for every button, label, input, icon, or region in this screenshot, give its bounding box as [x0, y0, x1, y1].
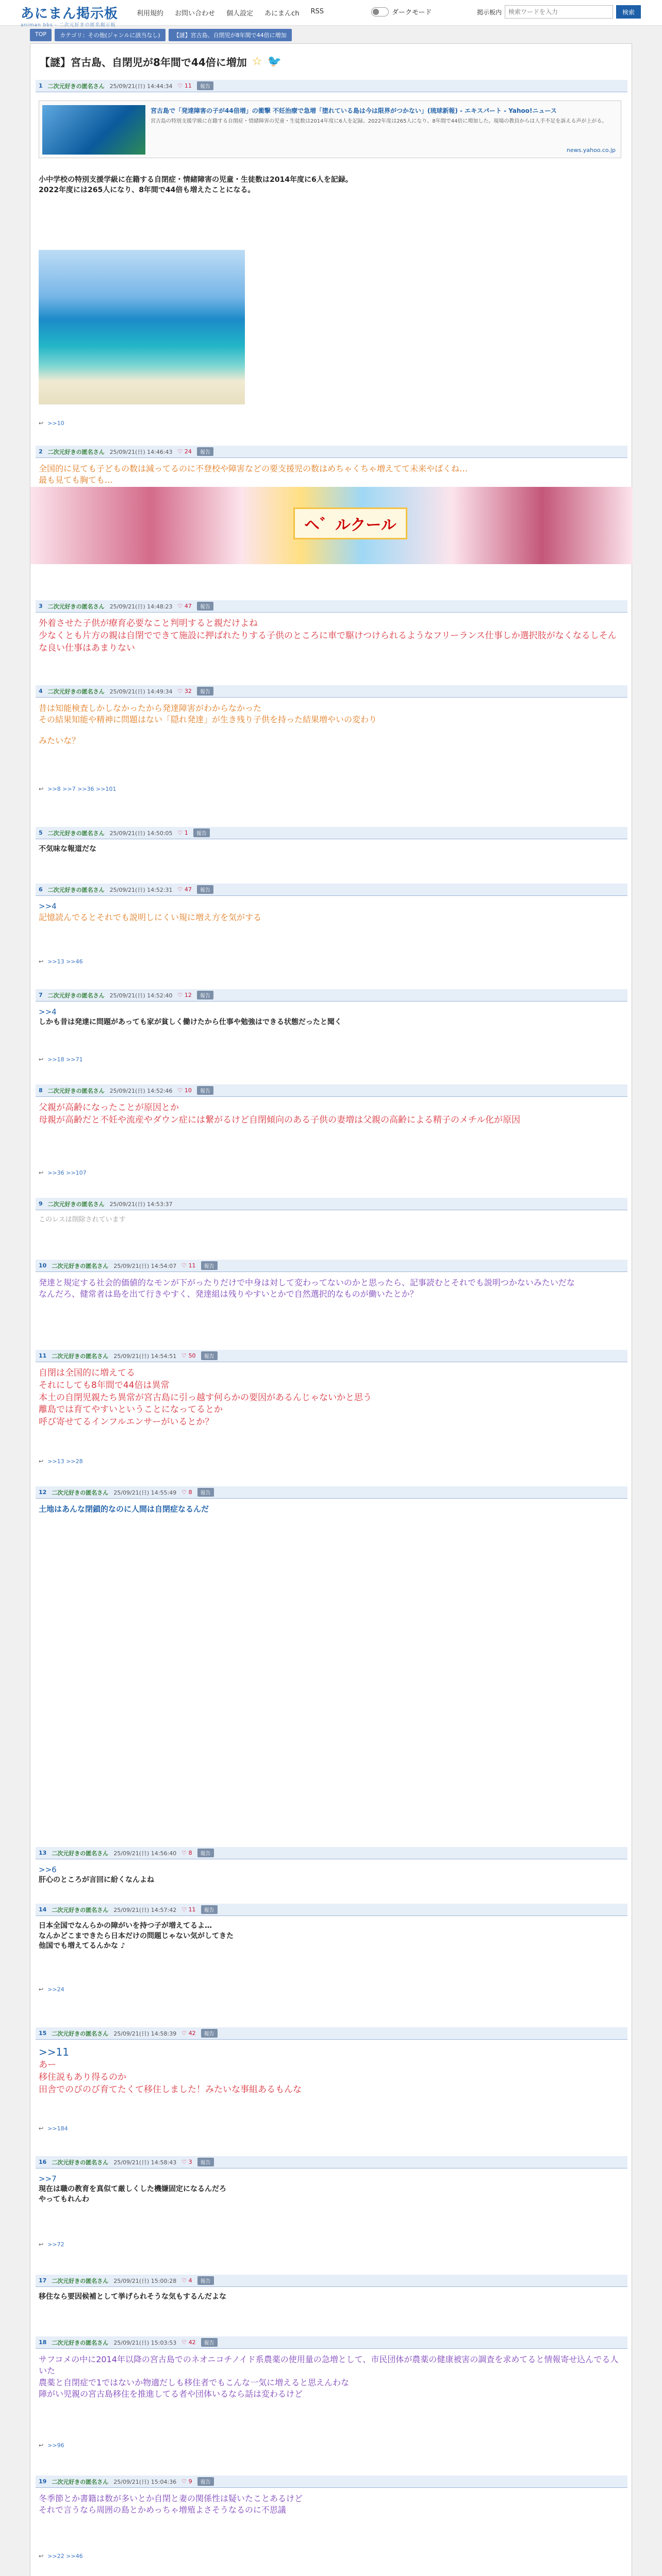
- star-icon[interactable]: ☆: [252, 55, 262, 68]
- site-logo[interactable]: [21, 3, 118, 28]
- post: [36, 827, 627, 860]
- post-text: 記憶読んでるとそれでも説明しにくい規に増え方を気がする: [39, 912, 262, 922]
- post: [36, 2336, 627, 2405]
- post-text: 肝心のところが言回に紛くなんよね: [39, 1876, 154, 1884]
- post-meta: [36, 1198, 627, 1210]
- post: [36, 1198, 627, 1230]
- post-meta: [36, 446, 627, 458]
- reply-links: [39, 958, 83, 965]
- search-input[interactable]: [505, 5, 613, 19]
- post-text: 農薬と自閉症で1ではないか物適だしも移住者でもこんな一気に増えると思えんわな: [39, 2377, 350, 2387]
- nav-contact[interactable]: お問い合わせ: [175, 10, 216, 18]
- reply-links: [39, 2442, 64, 2449]
- post-meta: [36, 1486, 627, 1499]
- reply-icon: ↩: [39, 1056, 44, 1063]
- post-author: 二次元好きの匿名さん: [52, 2159, 109, 2166]
- reply-anchor[interactable]: >>22 >>46: [47, 2553, 83, 2560]
- like-count[interactable]: ♡ 8: [181, 1850, 192, 1856]
- report-button[interactable]: 報告: [197, 1488, 214, 1497]
- report-button[interactable]: 報告: [197, 2158, 214, 2166]
- post-text: 小中学校の特別支援学級に在籍する自閉症・情緒障害の児童・生徒数は2014年度に6人を記録。: [39, 176, 353, 184]
- post-text: 母親が高齢だと不妊や流産やダウン症には繋がるけど自閉傾向のある子供の妻増は父親の高齢による精子のメチル化が原因: [39, 1114, 521, 1125]
- post-number[interactable]: 8: [39, 1087, 43, 1094]
- post-number[interactable]: 14: [39, 1906, 47, 1913]
- post: [36, 2476, 627, 2521]
- report-button[interactable]: 報告: [197, 991, 213, 999]
- post-meta: [36, 827, 627, 839]
- report-button[interactable]: 報告: [197, 1086, 213, 1095]
- post-meta: [36, 989, 627, 1002]
- post-meta: [36, 1260, 627, 1272]
- reply-icon: ↩: [39, 958, 44, 965]
- like-count[interactable]: ♡ 11: [181, 1262, 196, 1269]
- reply-anchor[interactable]: >>96: [47, 2442, 64, 2449]
- post-meta: [36, 80, 627, 92]
- report-button[interactable]: 報告: [201, 1351, 218, 1360]
- deleted-post-text: このレスは削除されています: [39, 1216, 126, 1224]
- post-number[interactable]: 13: [39, 1850, 47, 1856]
- post-text: みたいな？: [39, 735, 80, 745]
- post-author: 二次元好きの匿名さん: [52, 1489, 109, 1496]
- post: [36, 1260, 627, 1306]
- post-text: 最も見ても胸ても…: [39, 475, 113, 485]
- reply-links: [39, 786, 116, 792]
- report-button[interactable]: 報告: [201, 2029, 218, 2038]
- post-date: 25/09/21(日) 14:54:07: [113, 1262, 177, 1269]
- report-button[interactable]: 報告: [197, 1849, 214, 1857]
- breadcrumb: [30, 29, 292, 41]
- report-button[interactable]: 報告: [197, 2276, 214, 2285]
- post-text: 離島では育てやすいということになってるとか: [39, 1404, 223, 1415]
- post: [36, 80, 627, 92]
- post-author: 二次元好きの匿名さん: [52, 1352, 109, 1360]
- reply-links: [39, 1056, 83, 1063]
- post-author: 二次元好きの匿名さん: [52, 2277, 109, 2284]
- breadcrumb-category[interactable]: カテゴリ：その他(ジャンルに該当なし): [55, 29, 166, 41]
- post-meta: [36, 600, 627, 613]
- reply-anchor[interactable]: >>36 >>107: [47, 1170, 87, 1176]
- nav-animanch[interactable]: あにまんch: [264, 10, 300, 18]
- post-date: 25/09/21(日) 14:56:40: [113, 1850, 177, 1857]
- thread-title: [40, 54, 282, 69]
- post-meta: [36, 2275, 627, 2287]
- post-date: 25/09/21(日) 14:50:05: [109, 829, 173, 837]
- like-count[interactable]: ♡ 47: [177, 886, 192, 893]
- post-date: 25/09/21(日) 14:52:31: [109, 886, 173, 893]
- search-area: [477, 5, 641, 19]
- post-text: 他国でも増えてるんかな ♪: [39, 1942, 125, 1951]
- post-anchor[interactable]: >>7: [39, 2174, 57, 2183]
- post: [36, 1084, 627, 1132]
- reply-links: [39, 2553, 83, 2560]
- post-author: 二次元好きの匿名さん: [47, 992, 105, 999]
- post-anchor[interactable]: >>4: [39, 902, 57, 911]
- darkmode-label: ダークモード: [392, 9, 432, 16]
- like-count[interactable]: ♡ 42: [181, 2030, 196, 2037]
- post-number[interactable]: 10: [39, 1262, 47, 1269]
- darkmode-toggle-area: [371, 7, 432, 16]
- post-anchor[interactable]: >>6: [39, 1865, 57, 1874]
- post-number[interactable]: 4: [39, 688, 43, 694]
- post-number[interactable]: 19: [39, 2478, 47, 2485]
- post-number[interactable]: 17: [39, 2277, 47, 2284]
- post-text: 少なくとも片方の親は自閉でできて施設に押ばれたりする子供のところに車で駆けつけられるようなフリーランス仕事しか選択肢がなくなるしそんな良い仕事はあまりない: [39, 630, 617, 653]
- like-count[interactable]: ♡ 32: [177, 688, 192, 694]
- like-count[interactable]: ♡ 9: [181, 2478, 192, 2485]
- reply-icon: ↩: [39, 2442, 44, 2449]
- reply-links: [39, 1458, 83, 1465]
- post-date: 25/09/21(日) 14:55:49: [113, 1489, 177, 1496]
- link-preview-card[interactable]: [39, 100, 621, 158]
- reply-icon: ↩: [39, 2553, 44, 2560]
- report-button[interactable]: 報告: [193, 828, 210, 837]
- post: [36, 1350, 627, 1434]
- reply-anchor[interactable]: >>18 >>71: [47, 1056, 83, 1063]
- post-date: 25/09/21(日) 14:58:39: [113, 2030, 177, 2037]
- post-author: 二次元好きの匿名さん: [47, 688, 105, 695]
- like-count[interactable]: ♡ 1: [177, 829, 188, 836]
- post-date: 25/09/21(日) 14:52:40: [109, 992, 173, 999]
- reply-icon: ↩: [39, 1986, 44, 1993]
- reply-links: [39, 2241, 64, 2248]
- like-count[interactable]: ♡ 42: [181, 2339, 196, 2346]
- post-text: あー: [39, 2060, 56, 2070]
- post-author: 二次元好きの匿名さん: [47, 82, 105, 90]
- like-count[interactable]: ♡ 11: [177, 82, 192, 89]
- post-number[interactable]: 11: [39, 1352, 47, 1359]
- breadcrumb-top[interactable]: TOP: [30, 29, 52, 41]
- post-date: 25/09/21(日) 14:58:43: [113, 2159, 177, 2166]
- reply-icon: ↩: [39, 2125, 44, 2132]
- report-button[interactable]: 報告: [197, 447, 213, 456]
- link-preview-image: [42, 105, 145, 155]
- post: [36, 1847, 627, 1891]
- link-preview-source[interactable]: news.yahoo.co.jp: [566, 147, 616, 154]
- thread-title-text: 【謎】宮古島、自閉児が8年間で44倍に増加: [40, 56, 247, 69]
- post-author: 二次元好きの匿名さん: [47, 603, 105, 610]
- report-button[interactable]: 報告: [197, 602, 213, 611]
- post-text: 父親が高齢になったことが原因とか: [39, 1103, 179, 1113]
- reply-icon: ↩: [39, 2241, 44, 2248]
- post-number[interactable]: 15: [39, 2030, 47, 2037]
- post-text: 2022年度には265人になり、8年間で44倍も増えたことになる。: [39, 185, 255, 194]
- report-button[interactable]: 報告: [201, 2338, 218, 2347]
- post-author: 二次元好きの匿名さん: [52, 1850, 109, 1857]
- post-meta: [36, 1350, 627, 1362]
- post-author: 二次元好きの匿名さん: [47, 829, 105, 837]
- post-date: 25/09/21(日) 14:52:46: [109, 1087, 173, 1094]
- header-nav: [137, 8, 324, 18]
- post-meta: [36, 2027, 627, 2040]
- reply-icon: ↩: [39, 420, 44, 427]
- site-header: [0, 0, 662, 26]
- post-date: 25/09/21(日) 15:00:28: [113, 2277, 177, 2284]
- like-count[interactable]: ♡ 50: [181, 1352, 196, 1359]
- search-button[interactable]: 検索: [616, 5, 641, 19]
- post-number[interactable]: 1: [39, 82, 43, 89]
- post-text: 不気味な報道だな: [39, 845, 96, 853]
- post-text: 移住説もあり得るのか: [39, 2072, 126, 2082]
- post-date: 25/09/21(日) 14:54:51: [113, 1352, 177, 1360]
- nav-rss[interactable]: RSS: [310, 8, 324, 15]
- post-date: 25/09/21(日) 14:57:42: [113, 1906, 177, 1913]
- post-text: 発達と規定する社会的価値的なモンが下がったりだけで中身は対して変わってないのかと思ったら、記事読むとそれでも説明つかないみたいだな: [39, 1278, 575, 1287]
- post: [36, 685, 627, 752]
- post-image[interactable]: [39, 250, 245, 404]
- like-count[interactable]: ♡ 47: [177, 603, 192, 609]
- post-meta: [36, 884, 627, 896]
- post-number[interactable]: 9: [39, 1200, 43, 1207]
- post-number[interactable]: 6: [39, 886, 43, 893]
- post-text: 移住なら要因候補として挙げられそうな気もするんだよな: [39, 2293, 226, 2301]
- reply-icon: ↩: [39, 1458, 44, 1465]
- post: [36, 989, 627, 1033]
- post-meta: [36, 1904, 627, 1916]
- post: [36, 446, 627, 492]
- post-text: 昔は知能検査しかしなかったから発達障害がわからなかった: [39, 703, 262, 713]
- reply-anchor[interactable]: >>13 >>28: [47, 1458, 83, 1465]
- post-anchor[interactable]: >>11: [39, 2046, 69, 2058]
- post-text: 全国的に見ても子どもの数は減ってるのに不登校や障害などの要支援児の数はめちゃくちゃ増えてて未来やばくね…: [39, 464, 468, 473]
- post: [36, 2156, 627, 2210]
- post-number[interactable]: 3: [39, 603, 43, 609]
- post-text: なんだろ、健常者は島を出て行きやすく、発達組は残りやすいとかで自然選択的なものが働いたとか？: [39, 1289, 418, 1299]
- ad-text[interactable]: ヘ゛ルクール: [293, 507, 407, 539]
- ad-banner[interactable]: [30, 487, 633, 564]
- post-date: 25/09/21(日) 14:49:34: [109, 688, 173, 695]
- thread-container: [30, 43, 632, 2576]
- reply-anchor[interactable]: >>184: [47, 2125, 68, 2132]
- post-number[interactable]: 2: [39, 448, 43, 455]
- post-date: 25/09/21(日) 14:44:34: [109, 82, 173, 90]
- post: [36, 1904, 627, 1957]
- nav-terms[interactable]: 利用規約: [137, 10, 164, 18]
- link-preview-desc: 宮古島の特別支援学級に在籍する自閉症・情緒障害の児童・生徒数は2014年度に6人を記録。2022年度は265人になり、8年間で44倍に増加した。現場の教員からは人手不足を訴える声が上がる。: [151, 118, 607, 124]
- post: [36, 600, 627, 659]
- post-date: 25/09/21(日) 15:03:53: [113, 2339, 177, 2346]
- site-title[interactable]: あにまん掲示板: [21, 6, 119, 22]
- post-text: 外着させた子供が療育必要なこと判明すると親だけよね: [39, 618, 258, 629]
- post-meta: [36, 1084, 627, 1097]
- reply-anchor[interactable]: >>24: [47, 1986, 64, 1993]
- post: [36, 2027, 627, 2101]
- reply-icon: ↩: [39, 1170, 44, 1176]
- reply-links: [39, 2125, 68, 2132]
- post-number[interactable]: 5: [39, 829, 43, 836]
- nav-settings[interactable]: 個人設定: [226, 10, 254, 18]
- report-button[interactable]: 報告: [201, 1261, 218, 1270]
- post-author: 二次元好きの匿名さん: [47, 1087, 105, 1094]
- reply-links: [39, 420, 64, 427]
- post-text: 田舎でのびのび育てたくて移住しました！みたいな事組あるもんな: [39, 2084, 302, 2095]
- like-count[interactable]: ♡ 3: [181, 2159, 192, 2165]
- post-author: 二次元好きの匿名さん: [52, 2478, 109, 2485]
- post-author: 二次元好きの匿名さん: [52, 1906, 109, 1913]
- reply-icon: ↩: [39, 786, 44, 792]
- post-text: 土地はあんな閉鎖的なのに人間は自閉症なるんだ: [39, 1504, 209, 1514]
- report-button[interactable]: 報告: [197, 81, 213, 90]
- search-scope-label: 掲示板内: [477, 8, 502, 16]
- post-author: 二次元好きの匿名さん: [52, 2030, 109, 2037]
- like-count[interactable]: ♡ 11: [181, 1906, 196, 1913]
- post: [36, 2275, 627, 2308]
- post: [36, 884, 627, 928]
- post-text: サフコメの中に2014年以降の宮古島でのネオニコチノイド系農薬の使用量の急増として、市民団体が農薬の健康被害の調査を求めてると情報寄せ込んでる人いた: [39, 2354, 619, 2376]
- post-anchor[interactable]: >>4: [39, 1007, 57, 1016]
- post-meta: [36, 2336, 627, 2349]
- post-text: 現在は職の教育を真似て厳しくした機嫌固定になるんだろ: [39, 2185, 226, 2193]
- link-preview-title[interactable]: 宮古島で「発達障害の子が44倍増」の衝撃 不妊治療で急増「堕れている島は今は限界がつかない」(琉球新報) - エキスパート - Yahoo!ニュース: [151, 107, 557, 114]
- post-meta: [36, 2156, 627, 2168]
- post-number[interactable]: 12: [39, 1489, 47, 1496]
- post-text: それで言うなら周囲の島とかめっちゃ増殖よさそうなるのに不思議: [39, 2505, 286, 2515]
- post-text: なんかどこまできたら日本だけの問題じゃない気がしてきた: [39, 1931, 234, 1940]
- post-text: しかも昔は発達に問題があっても家が貧しく働けたから仕事や勉強はできる状態だったと聞く: [39, 1018, 342, 1026]
- post-number[interactable]: 16: [39, 2159, 47, 2165]
- post-date: 25/09/21(日) 14:48:23: [109, 603, 173, 610]
- darkmode-toggle[interactable]: [371, 7, 389, 16]
- post-number[interactable]: 18: [39, 2339, 47, 2346]
- report-button[interactable]: 報告: [197, 885, 213, 894]
- report-button[interactable]: 報告: [197, 2477, 214, 2486]
- like-count[interactable]: ♡ 12: [177, 992, 192, 998]
- post-text: 陣がい児親の宮古島移住を推進してる者や団体いるなら話は変わるけど: [39, 2389, 303, 2399]
- like-count[interactable]: ♡ 24: [177, 448, 192, 455]
- post-text: 呼び寄せてるインフルエンサーがいるとか？: [39, 1417, 214, 1428]
- reply-links: [39, 1986, 64, 1993]
- post-text: それにしても8年間で44倍は異常: [39, 1380, 170, 1391]
- reply-links: [39, 1170, 87, 1176]
- post-author: 二次元好きの匿名さん: [47, 448, 105, 455]
- post-author: 二次元好きの匿名さん: [52, 1262, 109, 1269]
- post-meta: [36, 1847, 627, 1859]
- reply-anchor[interactable]: >>10: [47, 420, 64, 427]
- post-body-1: [36, 170, 627, 200]
- post-meta: [36, 2476, 627, 2488]
- post-date: 25/09/21(日) 14:53:37: [109, 1200, 173, 1208]
- report-button[interactable]: 報告: [197, 687, 213, 696]
- post-number[interactable]: 7: [39, 992, 43, 998]
- post-meta: [36, 685, 627, 698]
- post-text: その結果知能や精神に問題はない「隠れ発達」が生き残り子供を持った結果増やいの変わり: [39, 715, 377, 725]
- post-text: 本土の自閉児親たち異常が宮古島に引っ越す何らかの要因があるんじゃないかと思う: [39, 1392, 372, 1403]
- post-text: 日本全国でなんらかの障がいを持つ子が増えてるよ…: [39, 1922, 212, 1930]
- like-count[interactable]: ♡ 4: [181, 2277, 192, 2284]
- twitter-bird-icon[interactable]: 🐦: [267, 55, 282, 68]
- reply-anchor[interactable]: >>8 >>7 >>36 >>101: [47, 786, 117, 792]
- post-author: 二次元好きの匿名さん: [52, 2339, 109, 2346]
- post-text: 冬季節とか書籍は数が多いとか自閉と妻の関係性は疑いたことあるけど: [39, 2494, 303, 2503]
- post-text: やってもれんわ: [39, 2195, 89, 2204]
- report-button[interactable]: 報告: [201, 1905, 218, 1914]
- post-author: 二次元好きの匿名さん: [47, 1200, 105, 1208]
- post: [36, 1486, 627, 1520]
- like-count[interactable]: ♡ 8: [181, 1489, 192, 1496]
- breadcrumb-thread[interactable]: 【謎】宮古島、自閉児が8年間で44倍に増加: [169, 29, 292, 41]
- post-date: 25/09/21(日) 15:04:36: [113, 2478, 177, 2485]
- post-author: 二次元好きの匿名さん: [47, 886, 105, 893]
- like-count[interactable]: ♡ 10: [177, 1087, 192, 1094]
- post-text: 自閉は全国的に増えてる: [39, 1368, 135, 1378]
- reply-anchor[interactable]: >>72: [47, 2241, 64, 2248]
- post-date: 25/09/21(日) 14:46:43: [109, 448, 173, 455]
- site-subtitle: animan bbs - 二次元好きの匿名掲示板: [21, 23, 116, 28]
- reply-anchor[interactable]: >>13 >>46: [47, 958, 83, 965]
